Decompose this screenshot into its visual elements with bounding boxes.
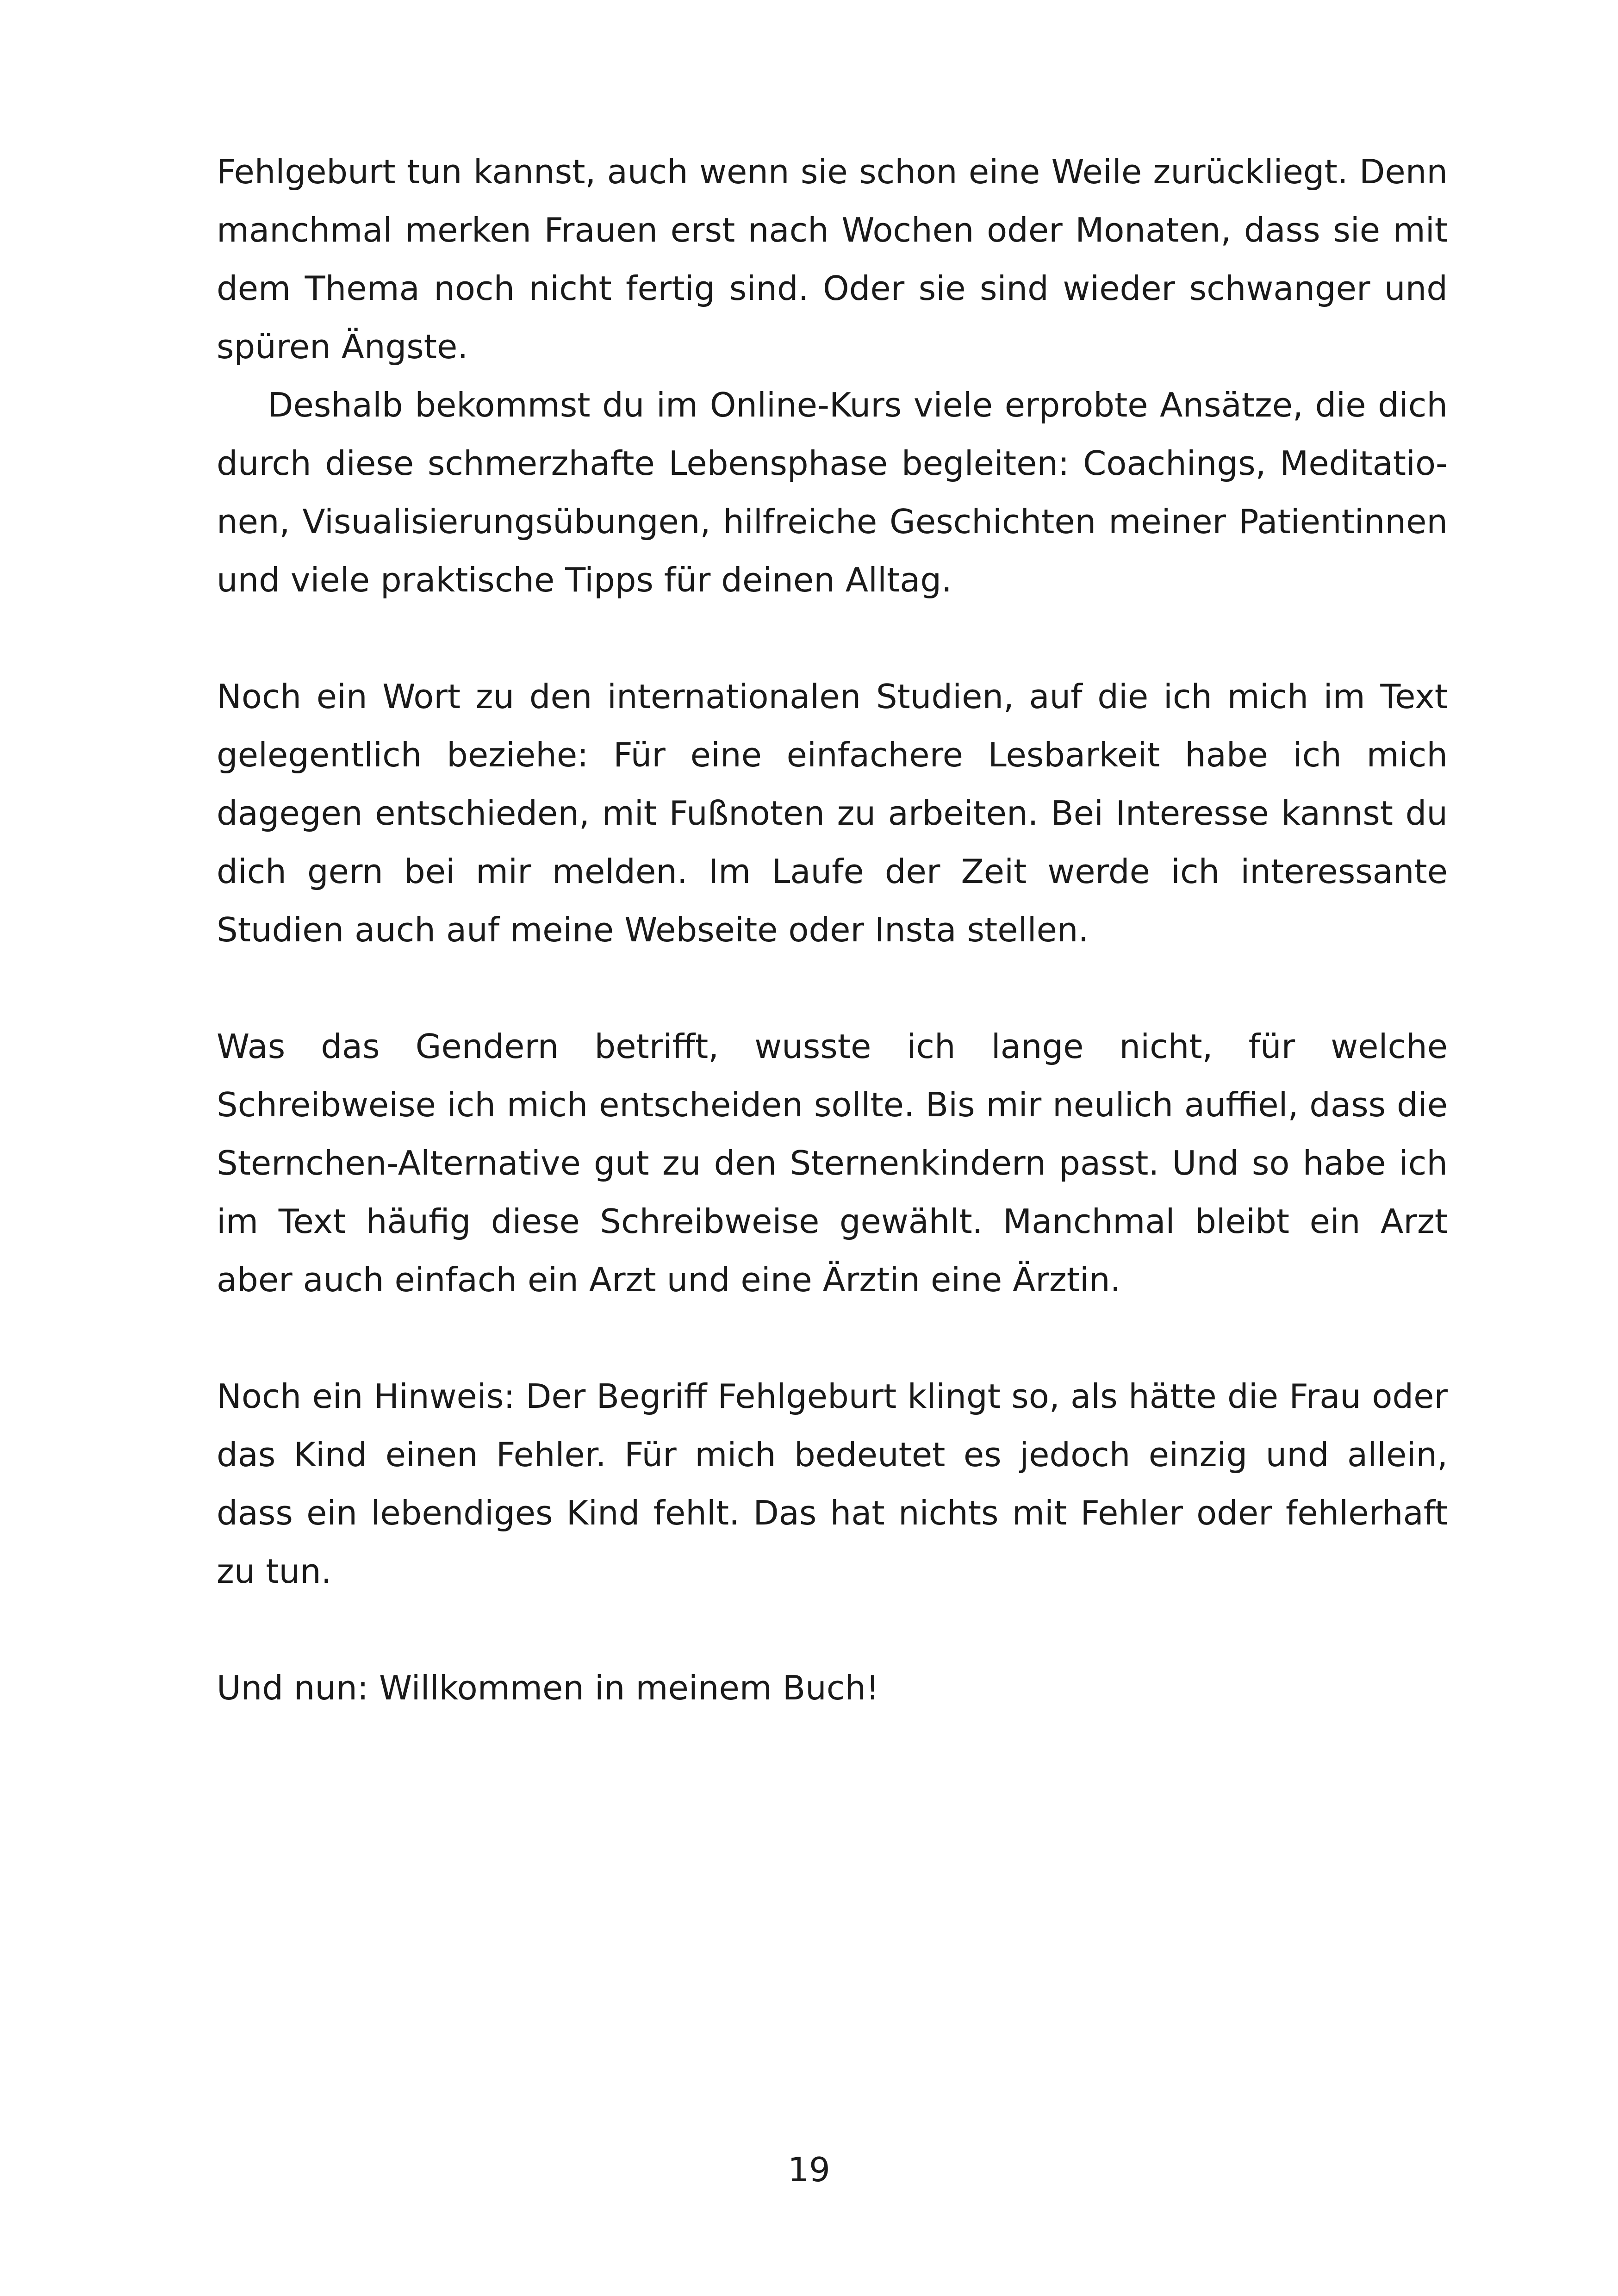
paragraph-continuation: Fehlgeburt tun kannst, auch wenn sie schon eine Weile zurückliegt. Denn manchmal merken Frauen erst nach Wochen oder Monaten, dass sie mit dem Thema noch nicht fertig sind. Oder sie sind wieder schwanger und spüren Ängste. [217, 152, 1448, 366]
paragraph-online-course: Deshalb bekommst du im Online-Kurs viele erprobte Ansätze, die dich durch diese schmerzhafte Lebensphase begleiten: Coachings, Meditationen, Visualisierungsübungen, hilfreiche Geschichten meiner Patientinnen und viele praktische Tipps für deinen Alltag. [217, 386, 1448, 599]
page-number: 19 [788, 2150, 830, 2189]
paragraph-welcome: Und nun: Willkommen in meinem Buch! [217, 1668, 879, 1707]
body-text [217, 143, 1448, 1717]
paragraph-term-note: Noch ein Hinweis: Der Begriff Fehlgeburt klingt so, als hätte die Frau oder das Kind einen Fehler. Für mich bedeutet es jedoch einzig und allein, dass ein lebendiges Kind fehlt. Das hat nichts mit Fehler oder fehlerhaft zu tun. [217, 1377, 1448, 1591]
paragraph-studies: Noch ein Wort zu den internationalen Studien, auf die ich mich im Text gelegentlich beziehe: Für eine einfachere Lesbarkeit habe ich mich dagegen entschieden, mit Fußnoten zu arbeiten. Bei Interesse kannst du dich gern bei mir melden. Im Laufe der Zeit werde ich interessante Studien auch auf meine Webseite oder Insta stellen. [217, 677, 1448, 949]
paragraph-gendering: Was das Gendern betrifft, wusste ich lange nicht, für welche Schreibweise ich mich entscheiden sollte. Bis mir neulich auffiel, dass die Sternchen-Alternative gut zu den Sternenkindern passt. Und so habe ich im Text häufig diese Schreibweise gewählt. Manchmal bleibt ein Arzt aber auch einfach ein Arzt und eine Ärztin eine Ärztin. [217, 1027, 1448, 1299]
